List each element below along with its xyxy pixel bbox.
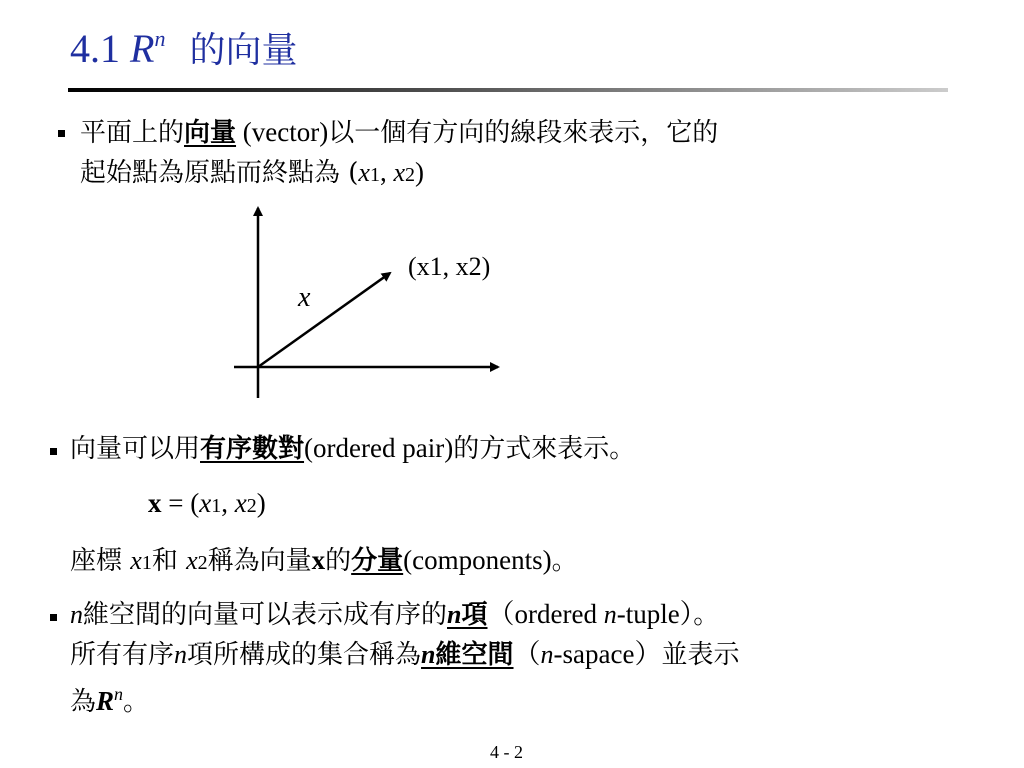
bullet1-line2	[80, 156, 424, 191]
bold-x: x	[311, 545, 326, 575]
var-n-superscript: n	[114, 684, 124, 704]
var-x2: x	[393, 158, 406, 187]
open-paren: (	[190, 488, 200, 518]
var-x1: x	[358, 158, 370, 187]
term-n-tuple: 項	[461, 600, 488, 630]
bullet2-line	[70, 432, 635, 465]
bullet3-text-a: 維空間的向量可以表示成有序的	[83, 600, 448, 630]
sub-2: 2	[197, 552, 208, 574]
bullet-icon	[58, 130, 65, 137]
vector-equation	[148, 488, 266, 519]
components-text-a: 座標	[70, 546, 131, 576]
title-text: 的向量	[189, 30, 298, 71]
bullet3-line3	[70, 678, 149, 718]
title-r: R	[130, 26, 155, 71]
sub-2: 2	[405, 164, 416, 186]
title-divider	[68, 88, 948, 92]
term-vector: 向量	[184, 118, 237, 148]
sub-1: 1	[369, 164, 380, 186]
bullet3-text-d: 項所構成的集合稱為	[187, 640, 422, 670]
var-n: n	[174, 640, 188, 669]
vector-label: x	[298, 282, 311, 313]
close-paren: )	[415, 157, 425, 187]
bullet1-text-a: 平面上的	[80, 118, 185, 148]
var-x1: x	[199, 488, 212, 518]
vector-diagram	[220, 200, 520, 400]
bullet3-text-g: 。	[123, 687, 150, 717]
term-components-english: (components)	[403, 545, 552, 575]
bullet-icon	[50, 448, 57, 455]
bullet1-text-b: 以一個有方向的線段來表示，它的	[328, 118, 719, 148]
sub-1: 1	[211, 495, 222, 517]
bullet3-text-f: 為	[70, 687, 97, 717]
term-ordered-pair: 有序數對	[200, 434, 305, 464]
term-vector-english: (vector)	[236, 117, 329, 147]
components-line	[70, 544, 578, 579]
paren-open: （	[513, 639, 541, 669]
title-n: n	[154, 26, 166, 51]
equals: =	[161, 488, 191, 518]
comma: ,	[379, 157, 394, 187]
page-number: 4 - 2	[490, 742, 523, 762]
term-components: 分量	[351, 546, 404, 576]
components-text-b: 和	[151, 546, 187, 576]
bullet1-text-c: 起始點為原點而終點為 (	[80, 158, 359, 188]
var-x2: x	[186, 546, 198, 575]
point-label: (x1, x2)	[408, 252, 491, 281]
var-n: n	[603, 600, 617, 629]
bullet2-text-b: 的方式來表示。	[453, 434, 636, 464]
section-number: 4.1	[70, 26, 120, 71]
var-x1: x	[130, 546, 142, 575]
bullet3-line2	[70, 638, 739, 671]
bullet3-text-e: 並表示	[661, 640, 740, 670]
sub-1: 1	[141, 552, 152, 574]
components-text-e: 。	[551, 546, 578, 576]
bullet-icon	[50, 614, 57, 621]
var-n: n	[70, 600, 83, 629]
sub-2: 2	[246, 495, 257, 517]
bullet2-text-a: 向量可以用	[70, 434, 201, 464]
var-x2: x	[234, 488, 247, 518]
vector-arrow	[258, 273, 390, 367]
term-n-tuple-english-b: -tuple）	[616, 599, 694, 629]
comma: ,	[221, 488, 235, 518]
bullet3-text-c: 所有有序	[70, 640, 175, 670]
components-text-d: 的	[325, 546, 352, 576]
close-paren: )	[256, 488, 266, 518]
bullet1-line1	[80, 116, 718, 149]
var-n: n	[540, 640, 554, 669]
bullet3-line1	[70, 598, 719, 631]
term-n-tuple-english: （ordered	[487, 599, 604, 629]
var-r: R	[96, 686, 115, 716]
term-ordered-pair-english: (ordered pair)	[304, 433, 454, 463]
var-n: n	[447, 600, 462, 629]
slide-title	[70, 22, 297, 73]
components-text-c: 稱為向量	[207, 546, 312, 576]
var-n: n	[421, 640, 436, 669]
term-n-space-english: -sapace）	[553, 639, 662, 669]
bullet3-text-b: 。	[693, 600, 720, 630]
bold-x: x	[148, 488, 162, 518]
term-n-space: 維空間	[435, 640, 514, 670]
